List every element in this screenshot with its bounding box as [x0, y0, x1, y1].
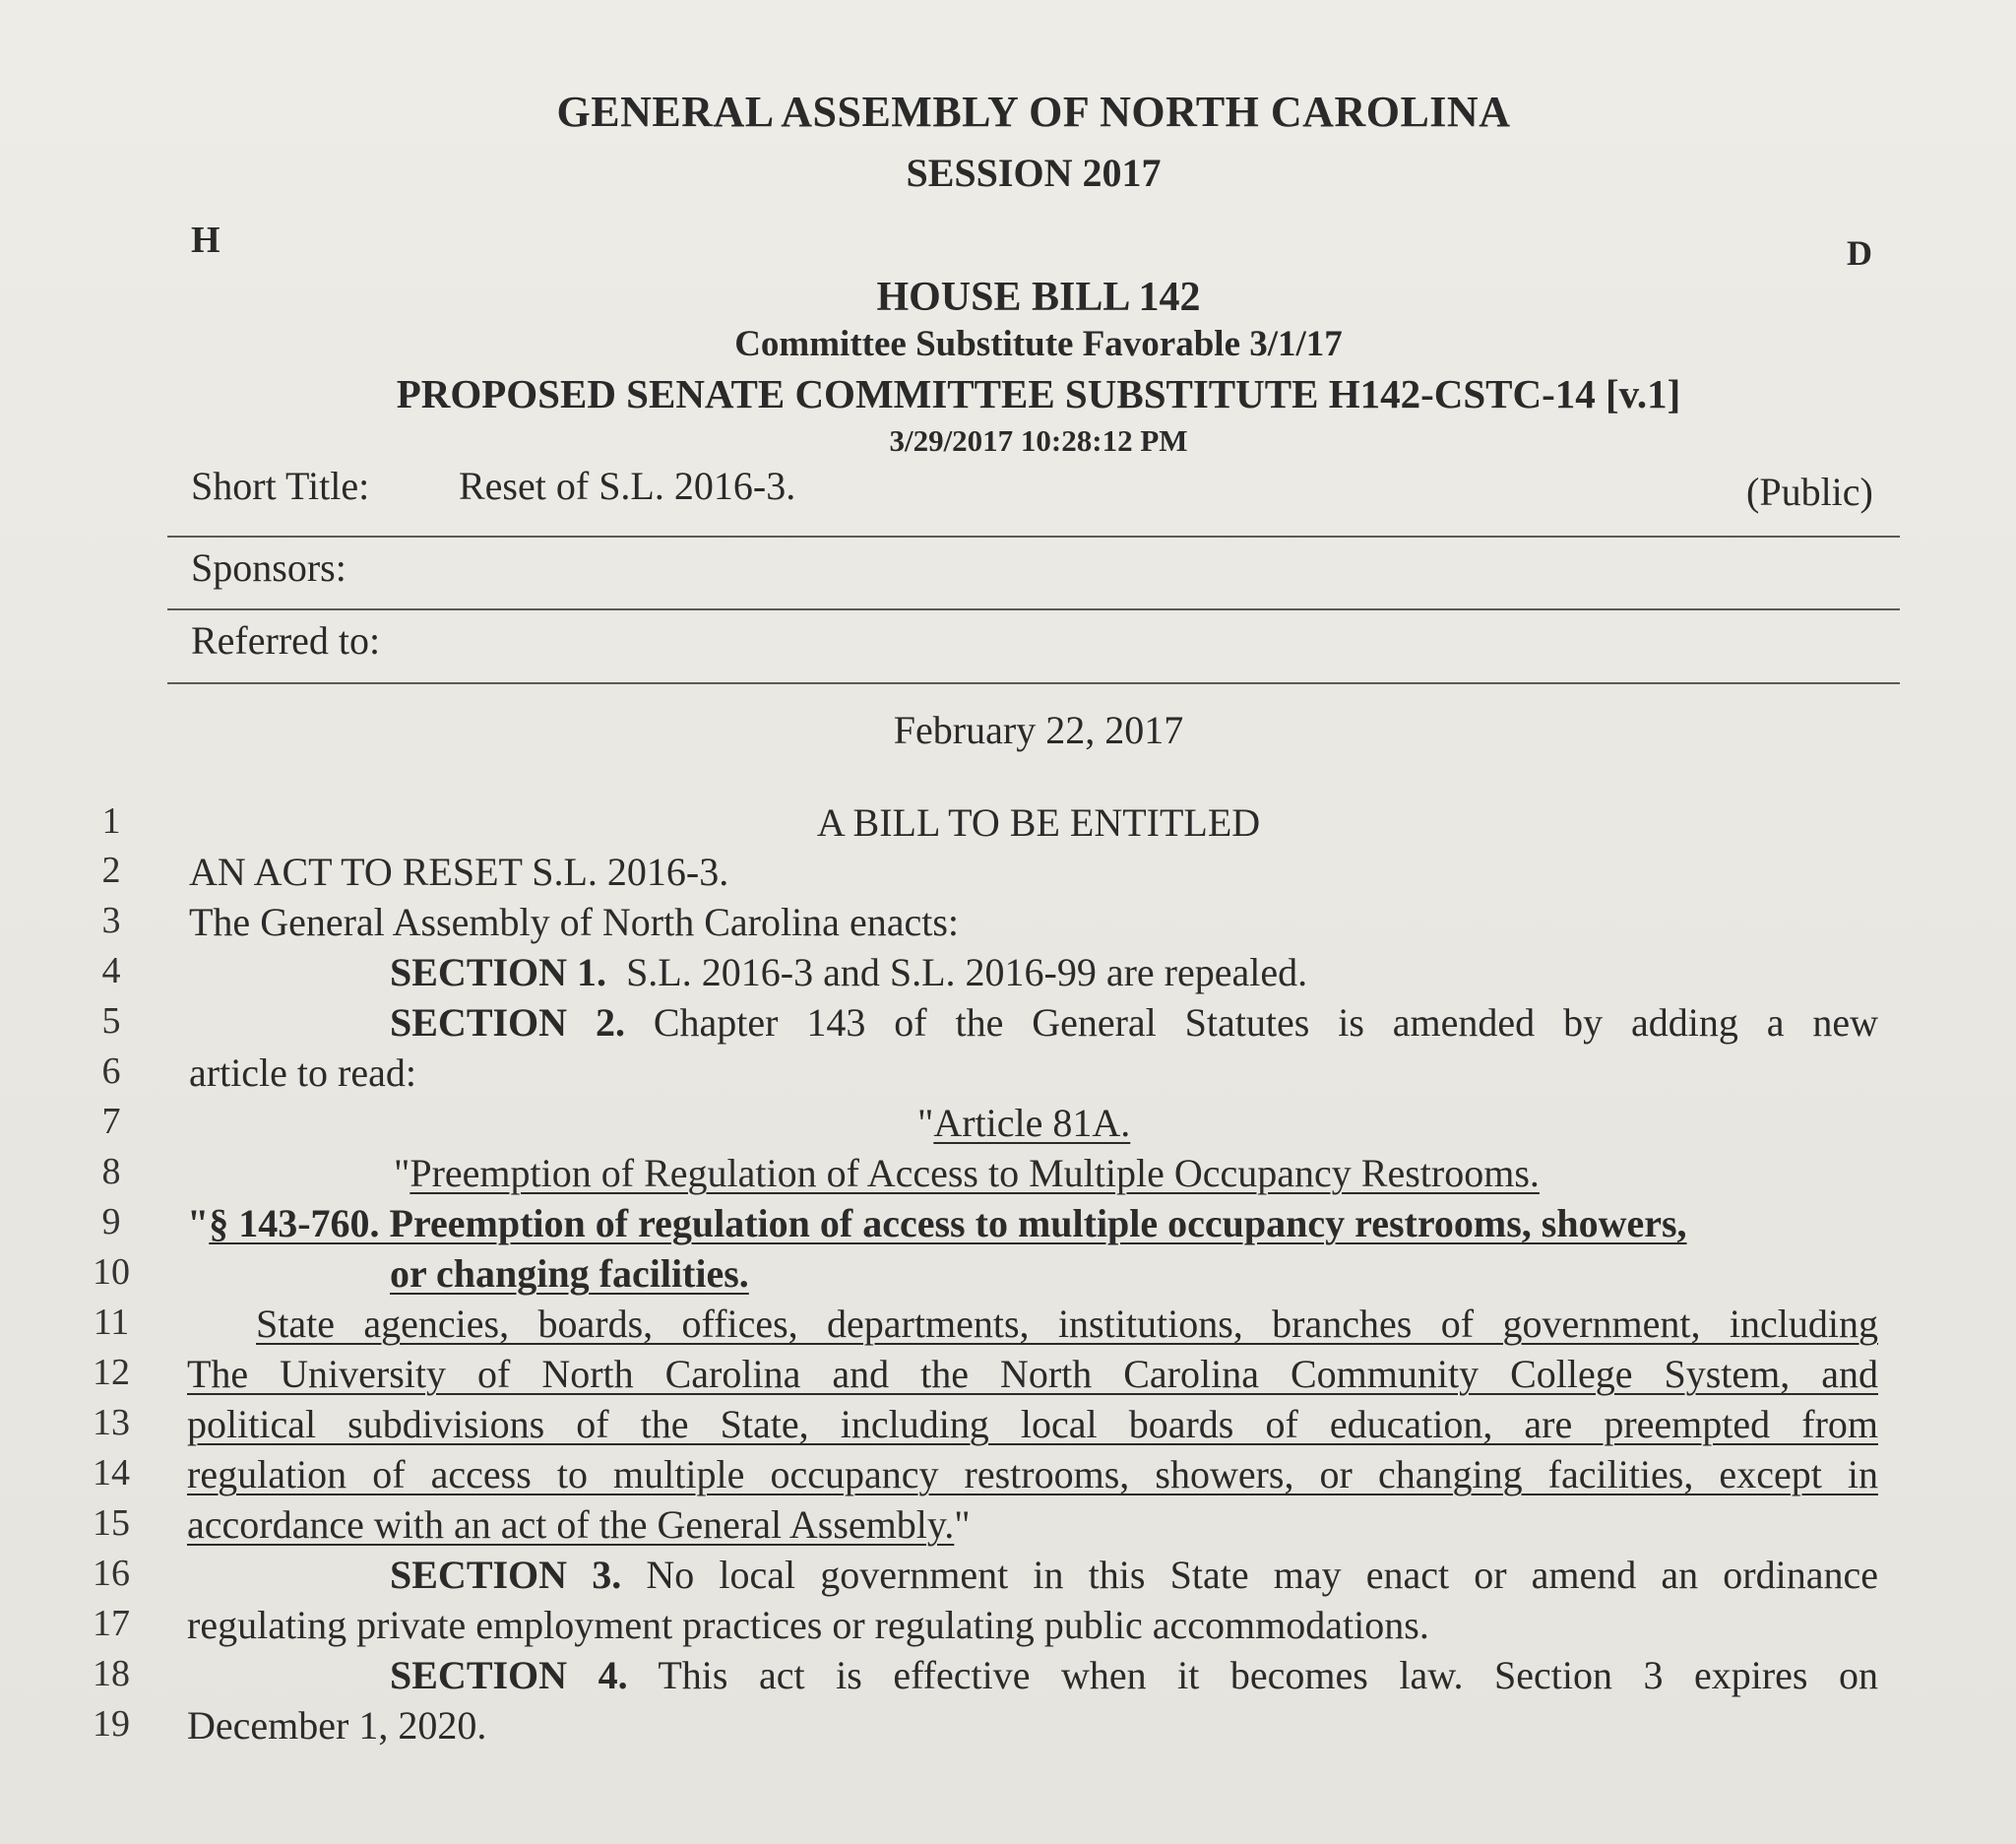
bill-number: HOUSE BILL 142: [876, 275, 1201, 320]
session-title: SESSION 2017: [906, 151, 1162, 195]
divider-rule: [167, 536, 1900, 538]
line-number: 9: [101, 1201, 121, 1242]
section-heading: SECTION 3.: [390, 1553, 622, 1597]
line-number: 15: [93, 1502, 130, 1544]
line-number: 5: [101, 1000, 121, 1042]
open-quote: ": [187, 1201, 210, 1245]
draft-datetime: 3/29/2017 10:28:12 PM: [889, 423, 1188, 458]
article-heading: [917, 1100, 1130, 1146]
line-number: 8: [101, 1151, 121, 1192]
line-number: 10: [93, 1251, 130, 1293]
line-number: 13: [93, 1402, 130, 1443]
section-text: This act is effective when it becomes law. Section 3 expires on: [658, 1653, 1879, 1697]
article-number: Article 81A.: [933, 1101, 1131, 1145]
section-143-760-heading: [187, 1200, 1878, 1246]
statute-body-line: regulation of access to multiple occupancy restrooms, showers, or changing facilities, except in: [187, 1452, 1878, 1496]
section-2-continuation: article to read:: [189, 1050, 416, 1095]
line-number: 7: [101, 1101, 121, 1142]
statute-body-line: The University of North Carolina and the North Carolina Community College System, and: [187, 1352, 1878, 1396]
statute-body-line: State agencies, boards, offices, departments, institutions, branches of government, including: [256, 1302, 1878, 1346]
line-number: 3: [101, 900, 121, 941]
line-number: 17: [93, 1603, 130, 1644]
section-heading: SECTION 4.: [390, 1653, 628, 1697]
enacting-clause: The General Assembly of North Carolina enacts:: [189, 900, 959, 944]
assembly-title: GENERAL ASSEMBLY OF NORTH CAROLINA: [556, 88, 1511, 136]
section-text: No local government in this State may enact or amend an ordinance: [646, 1553, 1879, 1597]
divider-rule: [167, 608, 1900, 610]
section-2-line: [390, 999, 1878, 1046]
section-4-line: [390, 1652, 1878, 1698]
act-title: AN ACT TO RESET S.L. 2016-3.: [189, 850, 729, 894]
chamber-code: H: [191, 220, 220, 261]
sponsors-label: Sponsors:: [191, 545, 346, 590]
section-heading: SECTION 1.: [390, 950, 607, 994]
introduction-date: February 22, 2017: [893, 708, 1184, 752]
statute-body-text: accordance with an act of the General Assembly.: [187, 1502, 955, 1547]
section-text: Chapter 143 of the General Statutes is amended by adding a new: [653, 1000, 1878, 1045]
statute-heading-text: or changing facilities.: [390, 1251, 749, 1296]
line-number: 18: [93, 1653, 130, 1694]
open-quote: ": [917, 1101, 934, 1145]
statute-heading-text: § 143-760. Preemption of regulation of access to multiple occupancy restrooms, showers,: [209, 1201, 1687, 1245]
divider-rule: [167, 682, 1900, 684]
open-quote: ": [394, 1151, 410, 1195]
referred-to-label: Referred to:: [191, 618, 381, 663]
section-heading: SECTION 2.: [390, 1000, 625, 1045]
section-4-continuation: December 1, 2020.: [187, 1703, 487, 1748]
section-3-line: [390, 1552, 1878, 1598]
line-number: 12: [93, 1352, 130, 1393]
line-number: 4: [101, 950, 121, 991]
line-number: 11: [93, 1302, 130, 1343]
version-code: D: [1847, 233, 1872, 273]
bill-classification: (Public): [1746, 470, 1873, 514]
short-title-label: Short Title:: [191, 464, 370, 508]
line-number: 16: [93, 1553, 130, 1594]
proposed-substitute: PROPOSED SENATE COMMITTEE SUBSTITUTE H142-CSTC-14 [v.1]: [396, 371, 1681, 416]
bill-caption: A BILL TO BE ENTITLED: [816, 800, 1261, 845]
article-title-text: Preemption of Regulation of Access to Multiple Occupancy Restrooms.: [410, 1151, 1540, 1195]
line-number: 1: [101, 800, 121, 842]
close-quote: ": [954, 1502, 971, 1547]
section-text: S.L. 2016-3 and S.L. 2016-99 are repealed.: [626, 950, 1308, 994]
committee-substitute: Committee Substitute Favorable 3/1/17: [734, 324, 1343, 364]
short-title-value: Reset of S.L. 2016-3.: [459, 464, 796, 508]
section-143-760-heading-cont: [390, 1250, 749, 1297]
statute-body-line: political subdivisions of the State, including local boards of education, are preempted from: [187, 1402, 1878, 1446]
line-number: 6: [101, 1050, 121, 1092]
statute-body-last-line: [187, 1501, 971, 1548]
line-number: 2: [101, 850, 121, 891]
section-1: [390, 949, 1307, 995]
line-number: 14: [93, 1452, 130, 1494]
line-number: 19: [93, 1703, 130, 1745]
section-3-continuation: regulating private employment practices or regulating public accommodations.: [187, 1603, 1429, 1647]
article-title: [394, 1150, 1540, 1196]
